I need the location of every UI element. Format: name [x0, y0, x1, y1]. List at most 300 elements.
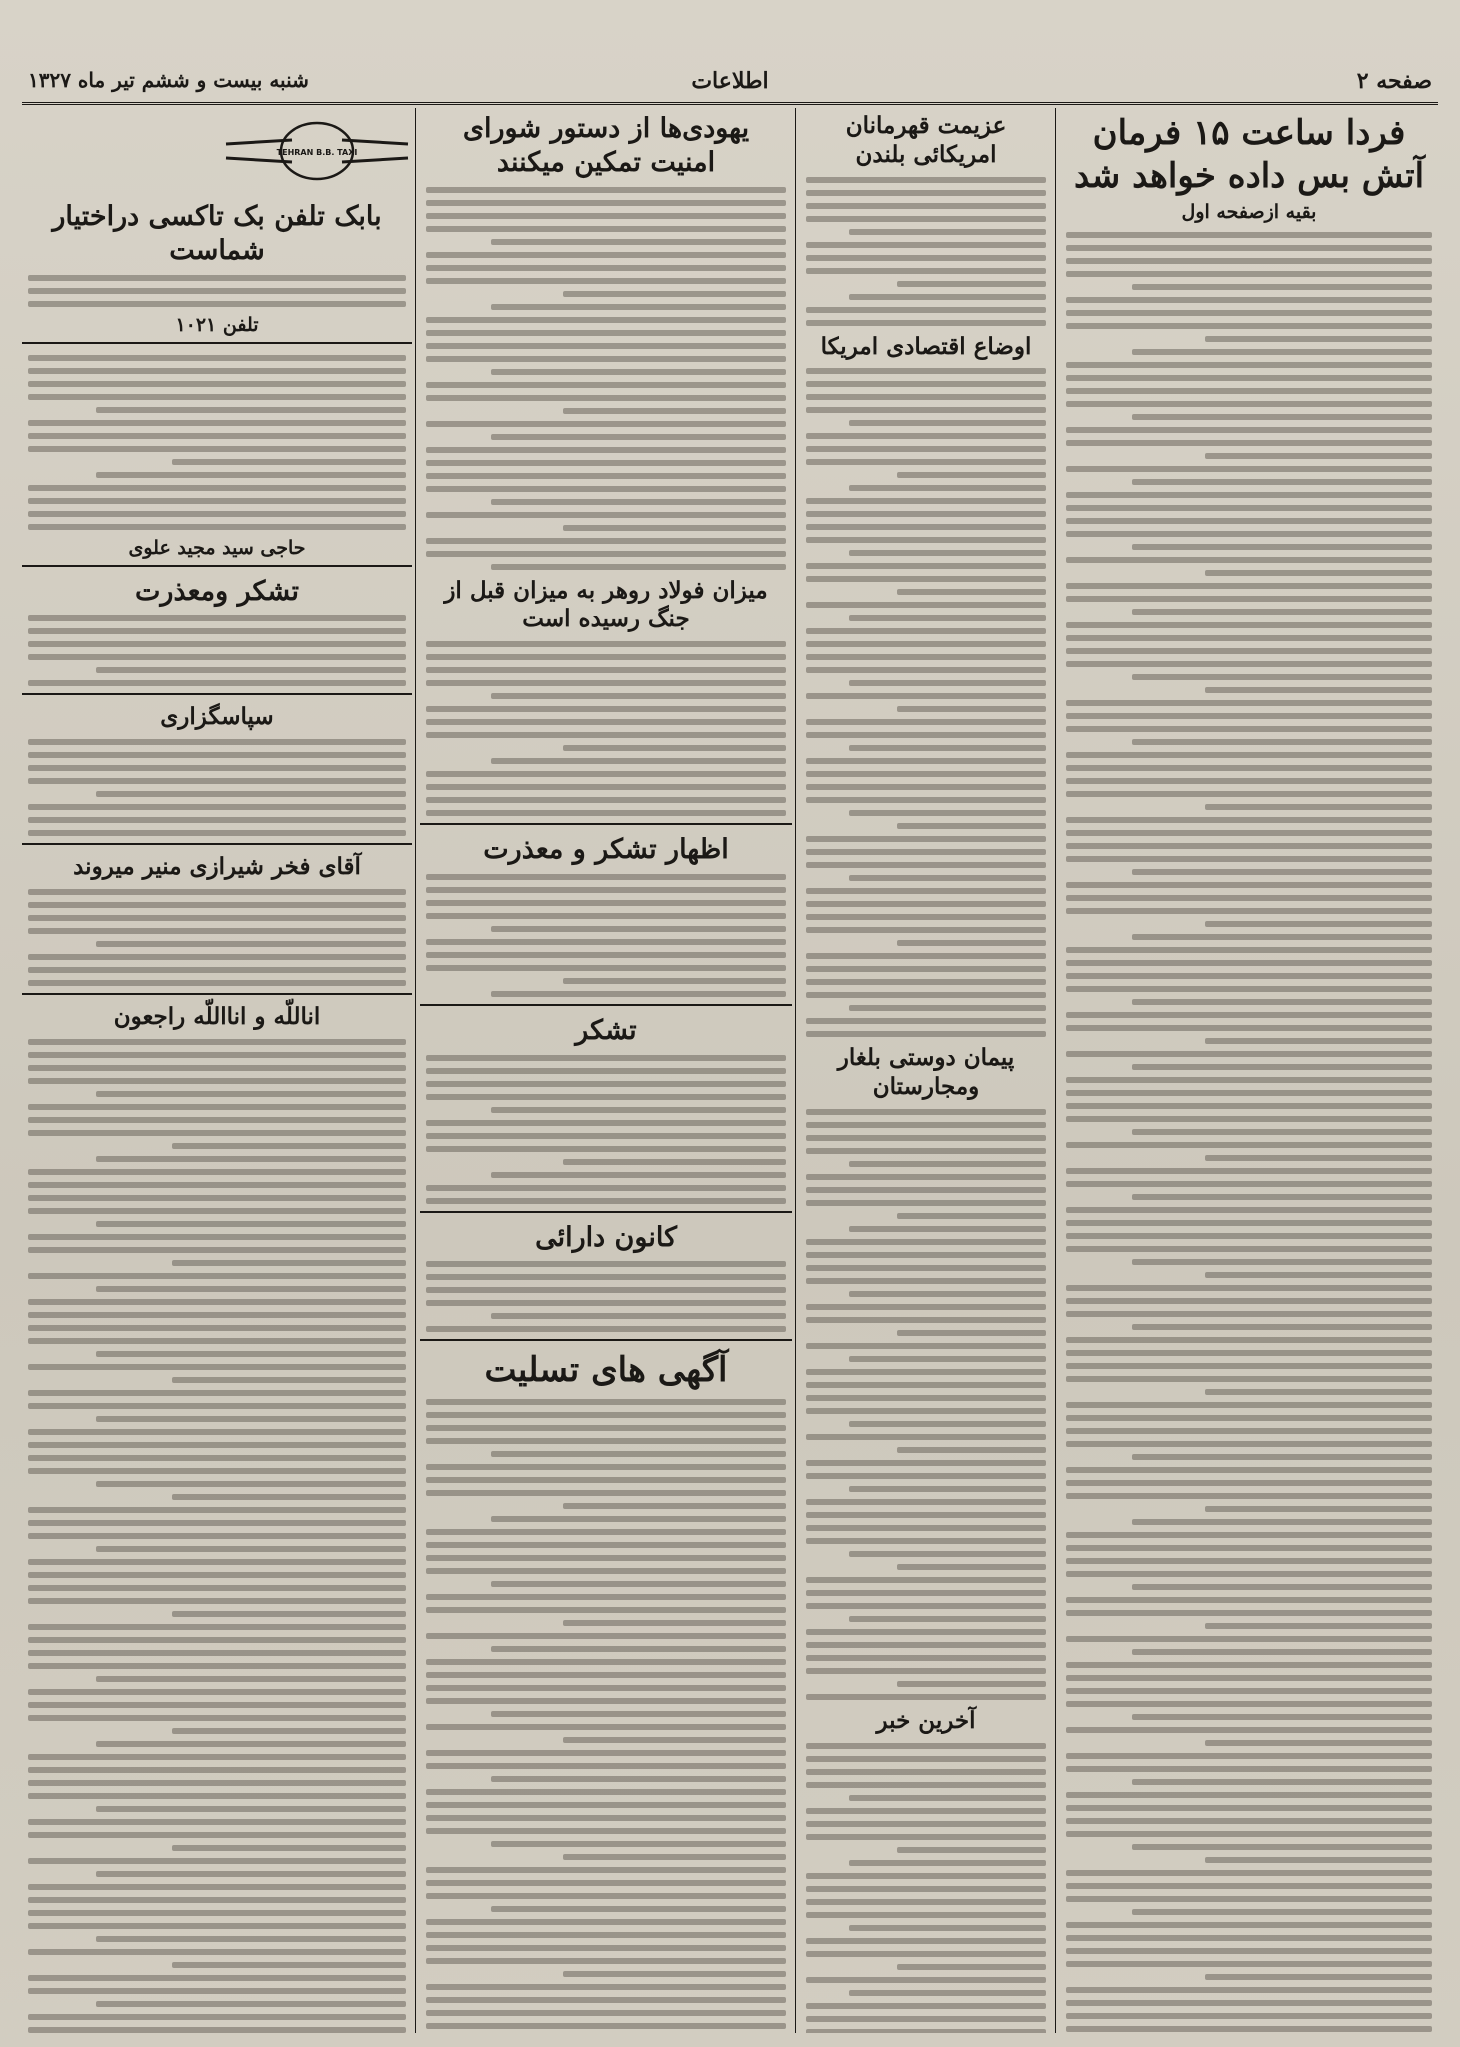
text-line-placeholder [491, 434, 786, 440]
text-line-placeholder [1066, 1792, 1432, 1798]
text-line-placeholder [1205, 1038, 1432, 1044]
text-line-placeholder [172, 1728, 406, 1734]
text-line-placeholder [1132, 1714, 1432, 1720]
text-line-placeholder [806, 2003, 1046, 2009]
text-line-placeholder [1066, 895, 1432, 901]
text-line-placeholder [806, 1499, 1046, 1505]
text-line-placeholder [563, 1854, 786, 1860]
text-line-placeholder [28, 511, 406, 517]
text-line-placeholder [28, 830, 406, 836]
text-line-placeholder [806, 1769, 1046, 1775]
ad-block [420, 823, 792, 997]
column-2 [800, 108, 1052, 2033]
text-line-placeholder [1132, 414, 1432, 420]
text-line-placeholder [806, 836, 1046, 842]
text-line-placeholder [1132, 869, 1432, 875]
ad-body [28, 739, 406, 836]
text-line-placeholder [1066, 1727, 1432, 1733]
text-line-placeholder [806, 1951, 1046, 1957]
article-body [426, 187, 786, 570]
text-line-placeholder [426, 1958, 786, 1964]
text-line-placeholder [28, 1858, 406, 1864]
text-line-placeholder [1066, 1181, 1432, 1187]
text-line-placeholder [491, 1581, 786, 1587]
text-line-placeholder [96, 667, 406, 673]
text-line-placeholder [172, 1494, 406, 1500]
ad-block [420, 1211, 792, 1333]
text-line-placeholder [849, 1005, 1046, 1011]
text-line-placeholder [96, 1676, 406, 1682]
text-line-placeholder [426, 1542, 786, 1548]
text-line-placeholder [1066, 1610, 1432, 1616]
text-line-placeholder [806, 255, 1046, 261]
text-line-placeholder [28, 1689, 406, 1695]
text-line-placeholder [806, 242, 1046, 248]
text-line-placeholder [426, 317, 786, 323]
text-line-placeholder [897, 940, 1046, 946]
text-line-placeholder [28, 1819, 406, 1825]
text-line-placeholder [806, 1382, 1046, 1388]
text-line-placeholder [426, 1529, 786, 1535]
text-line-placeholder [806, 1174, 1046, 1180]
text-line-placeholder [806, 524, 1046, 530]
text-line-placeholder [1066, 557, 1432, 563]
text-line-placeholder [1066, 245, 1432, 251]
text-line-placeholder [1066, 1233, 1432, 1239]
text-line-placeholder [1066, 1467, 1432, 1473]
text-line-placeholder [426, 1300, 786, 1306]
ad-body [28, 355, 406, 530]
text-line-placeholder [426, 473, 786, 479]
text-line-placeholder [849, 229, 1046, 235]
text-line-placeholder [563, 978, 786, 984]
text-line-placeholder [426, 1919, 786, 1925]
text-line-placeholder [806, 1031, 1046, 1037]
text-line-placeholder [28, 1715, 406, 1721]
text-line-placeholder [1066, 1246, 1432, 1252]
text-line-placeholder [426, 784, 786, 790]
text-line-placeholder [1066, 973, 1432, 979]
text-line-placeholder [28, 368, 406, 374]
text-line-placeholder [172, 1143, 406, 1149]
text-line-placeholder [426, 213, 786, 219]
text-line-placeholder [806, 1912, 1046, 1918]
text-line-placeholder [426, 706, 786, 712]
text-line-placeholder [806, 459, 1046, 465]
article-body [1066, 232, 1432, 2033]
text-line-placeholder [28, 1637, 406, 1643]
text-line-placeholder [806, 203, 1046, 209]
text-line-placeholder [1205, 1740, 1432, 1746]
ad-title: آقای فخر شیرازی منیر میروند [73, 853, 361, 880]
text-line-placeholder [1132, 1064, 1432, 1070]
text-line-placeholder [849, 485, 1046, 491]
text-line-placeholder [1066, 635, 1432, 641]
text-line-placeholder [563, 291, 786, 297]
text-line-placeholder [1205, 453, 1432, 459]
text-line-placeholder [28, 1923, 406, 1929]
text-line-placeholder [806, 1821, 1046, 1827]
logo-text: TEHRAN B.B. TAXI [276, 148, 358, 157]
text-line-placeholder [806, 498, 1046, 504]
text-line-placeholder [426, 538, 786, 544]
text-line-placeholder [1205, 1155, 1432, 1161]
text-line-placeholder [172, 1962, 406, 1968]
text-line-placeholder [897, 1447, 1046, 1453]
text-line-placeholder [806, 1200, 1046, 1206]
text-line-placeholder [1066, 1298, 1432, 1304]
text-line-placeholder [426, 1880, 786, 1886]
text-line-placeholder [1132, 1194, 1432, 1200]
text-line-placeholder [1132, 1519, 1432, 1525]
text-line-placeholder [1132, 1649, 1432, 1655]
text-line-placeholder [28, 1104, 406, 1110]
text-line-placeholder [96, 1936, 406, 1942]
text-line-placeholder [806, 1135, 1046, 1141]
text-line-placeholder [806, 2029, 1046, 2034]
text-line-placeholder [426, 1893, 786, 1899]
text-line-placeholder [426, 887, 786, 893]
text-line-placeholder [426, 1997, 786, 2003]
text-line-placeholder [806, 1642, 1046, 1648]
text-line-placeholder [28, 1910, 406, 1916]
ad-title: تشکر [575, 1014, 637, 1046]
text-line-placeholder [491, 991, 786, 997]
text-line-placeholder [1205, 1272, 1432, 1278]
text-line-placeholder [849, 1795, 1046, 1801]
text-line-placeholder [806, 914, 1046, 920]
text-line-placeholder [426, 810, 786, 816]
text-line-placeholder [1066, 1896, 1432, 1902]
text-line-placeholder [849, 745, 1046, 751]
text-line-placeholder [1205, 921, 1432, 927]
text-line-placeholder [806, 1834, 1046, 1840]
text-line-placeholder [1066, 1597, 1432, 1603]
text-line-placeholder [1066, 1662, 1432, 1668]
text-line-placeholder [1132, 1844, 1432, 1850]
text-line-placeholder [1066, 1701, 1432, 1707]
text-line-placeholder [28, 1468, 406, 1474]
text-line-placeholder [806, 654, 1046, 660]
text-line-placeholder [1066, 310, 1432, 316]
text-line-placeholder [806, 732, 1046, 738]
text-line-placeholder [806, 1782, 1046, 1788]
masthead [22, 62, 1438, 105]
text-line-placeholder [563, 1159, 786, 1165]
text-line-placeholder [1066, 817, 1432, 823]
text-line-placeholder [1066, 700, 1432, 706]
text-line-placeholder [96, 2001, 406, 2007]
text-line-placeholder [1066, 1636, 1432, 1642]
text-line-placeholder [806, 758, 1046, 764]
text-line-placeholder [28, 915, 406, 921]
text-line-placeholder [897, 589, 1046, 595]
text-line-placeholder [28, 1273, 406, 1279]
text-line-placeholder [28, 1234, 406, 1240]
text-line-placeholder [426, 1555, 786, 1561]
text-line-placeholder [1066, 1376, 1432, 1382]
text-line-placeholder [426, 680, 786, 686]
text-line-placeholder [426, 1802, 786, 1808]
text-line-placeholder [1066, 908, 1432, 914]
article-headline: میزان فولاد روهر به میزان قبل از جنگ رسیده است [444, 576, 768, 633]
text-line-placeholder [1066, 1571, 1432, 1577]
text-line-placeholder [28, 752, 406, 758]
text-line-placeholder [491, 1313, 786, 1319]
text-line-placeholder [1066, 791, 1432, 797]
text-line-placeholder [426, 200, 786, 206]
text-line-placeholder [28, 1663, 406, 1669]
ad-block [22, 993, 412, 2033]
text-line-placeholder [1066, 1116, 1432, 1122]
text-line-placeholder [1066, 1493, 1432, 1499]
text-line-placeholder [1066, 1441, 1432, 1447]
text-line-placeholder [172, 1611, 406, 1617]
text-line-placeholder [426, 1594, 786, 1600]
text-line-placeholder [806, 433, 1046, 439]
text-line-placeholder [806, 1473, 1046, 1479]
text-line-placeholder [491, 1107, 786, 1113]
text-line-placeholder [28, 1975, 406, 1981]
text-line-placeholder [1066, 1961, 1432, 1967]
text-line-placeholder [849, 810, 1046, 816]
article-headline: آخرین خبر [876, 1706, 976, 1734]
text-line-placeholder [28, 1403, 406, 1409]
text-line-placeholder [28, 498, 406, 504]
text-line-placeholder [491, 1646, 786, 1652]
text-line-placeholder [96, 1156, 406, 1162]
text-line-placeholder [806, 667, 1046, 673]
text-line-placeholder [426, 1815, 786, 1821]
text-line-placeholder [426, 913, 786, 919]
text-line-placeholder [806, 1408, 1046, 1414]
text-line-placeholder [426, 330, 786, 336]
text-line-placeholder [426, 1698, 786, 1704]
text-line-placeholder [1132, 674, 1432, 680]
text-line-placeholder [28, 275, 406, 281]
text-line-placeholder [96, 1286, 406, 1292]
text-line-placeholder [28, 1052, 406, 1058]
text-line-placeholder [806, 888, 1046, 894]
text-line-placeholder [806, 771, 1046, 777]
text-line-placeholder [426, 1607, 786, 1613]
text-line-placeholder [1132, 1259, 1432, 1265]
text-line-placeholder [849, 550, 1046, 556]
column-4 [22, 108, 412, 2033]
text-line-placeholder [491, 1906, 786, 1912]
text-line-placeholder [1132, 1454, 1432, 1460]
text-line-placeholder [96, 1221, 406, 1227]
text-line-placeholder [806, 446, 1046, 452]
text-line-placeholder [806, 1668, 1046, 1674]
text-line-placeholder [28, 739, 406, 745]
text-line-placeholder [806, 1252, 1046, 1258]
text-line-placeholder [426, 265, 786, 271]
text-line-placeholder [1066, 830, 1432, 836]
text-line-placeholder [426, 1120, 786, 1126]
text-line-placeholder [1066, 648, 1432, 654]
text-line-placeholder [849, 294, 1046, 300]
ad-block [22, 693, 412, 836]
text-line-placeholder [96, 1806, 406, 1812]
text-line-placeholder [806, 576, 1046, 582]
text-line-placeholder [806, 979, 1046, 985]
text-line-placeholder [426, 187, 786, 193]
text-line-placeholder [1066, 362, 1432, 368]
text-line-placeholder [96, 1546, 406, 1552]
text-line-placeholder [1066, 531, 1432, 537]
text-line-placeholder [426, 252, 786, 258]
text-line-placeholder [426, 965, 786, 971]
text-line-placeholder [28, 485, 406, 491]
article-body [806, 1109, 1046, 1700]
article-body [426, 641, 786, 816]
text-line-placeholder [806, 966, 1046, 972]
text-line-placeholder [172, 1377, 406, 1383]
text-line-placeholder [96, 1416, 406, 1422]
text-line-placeholder [28, 628, 406, 634]
text-line-placeholder [1066, 2000, 1432, 2006]
taxi-logo [222, 114, 412, 188]
text-line-placeholder [28, 1455, 406, 1461]
text-line-placeholder [563, 525, 786, 531]
text-line-placeholder [1066, 1220, 1432, 1226]
text-line-placeholder [806, 1590, 1046, 1596]
text-line-placeholder [1066, 622, 1432, 628]
text-line-placeholder [28, 1572, 406, 1578]
text-line-placeholder [426, 1867, 786, 1873]
text-line-placeholder [491, 1841, 786, 1847]
text-line-placeholder [28, 1299, 406, 1305]
text-line-placeholder [806, 641, 1046, 647]
text-line-placeholder [426, 939, 786, 945]
text-line-placeholder [806, 992, 1046, 998]
text-line-placeholder [1066, 323, 1432, 329]
text-line-placeholder [1066, 986, 1432, 992]
text-line-placeholder [28, 1988, 406, 1994]
text-line-placeholder [28, 1039, 406, 1045]
text-line-placeholder [426, 1094, 786, 1100]
text-line-placeholder [1066, 778, 1432, 784]
text-line-placeholder [849, 1925, 1046, 1931]
text-line-placeholder [1066, 1363, 1432, 1369]
text-line-placeholder [426, 1399, 786, 1405]
text-line-placeholder [1066, 427, 1432, 433]
text-line-placeholder [28, 2027, 406, 2033]
text-line-placeholder [1066, 2026, 1432, 2032]
ad-signature: حاجی سید مجید علوی [128, 536, 306, 559]
text-line-placeholder [426, 1763, 786, 1769]
text-line-placeholder [1066, 505, 1432, 511]
text-line-placeholder [1066, 466, 1432, 472]
text-line-placeholder [426, 1659, 786, 1665]
text-line-placeholder [806, 1278, 1046, 1284]
ad-title: کانون دارائی [535, 1221, 677, 1253]
text-line-placeholder [1132, 284, 1432, 290]
text-line-placeholder [1066, 596, 1432, 602]
text-line-placeholder [806, 177, 1046, 183]
text-line-placeholder [28, 1897, 406, 1903]
text-line-placeholder [28, 2014, 406, 2020]
text-line-placeholder [1132, 1324, 1432, 1330]
text-line-placeholder [1066, 1922, 1432, 1928]
text-line-placeholder [806, 268, 1046, 274]
article-body [806, 1743, 1046, 2034]
text-line-placeholder [806, 1899, 1046, 1905]
text-line-placeholder [426, 900, 786, 906]
article-headline: اوضاع اقتصادی امریکا [820, 332, 1032, 360]
text-line-placeholder [28, 817, 406, 823]
text-line-placeholder [1205, 1389, 1432, 1395]
text-line-placeholder [849, 1486, 1046, 1492]
text-line-placeholder [28, 381, 406, 387]
text-line-placeholder [426, 486, 786, 492]
text-line-placeholder [806, 1694, 1046, 1700]
text-line-placeholder [806, 1122, 1046, 1128]
text-line-placeholder [96, 941, 406, 947]
text-line-placeholder [1066, 518, 1432, 524]
text-line-placeholder [96, 1091, 406, 1097]
ad-block [22, 565, 412, 687]
text-line-placeholder [849, 1291, 1046, 1297]
text-line-placeholder [1066, 232, 1432, 238]
text-line-placeholder [1132, 349, 1432, 355]
text-line-placeholder [806, 1109, 1046, 1115]
text-line-placeholder [491, 304, 786, 310]
text-line-placeholder [426, 395, 786, 401]
text-line-placeholder [491, 499, 786, 505]
text-line-placeholder [1066, 661, 1432, 667]
text-line-placeholder [426, 1326, 786, 1332]
ad-title: تشکر ومعذرت [135, 575, 299, 607]
ad-body [28, 615, 406, 686]
text-line-placeholder [426, 1633, 786, 1639]
text-line-placeholder [28, 1702, 406, 1708]
text-line-placeholder [806, 190, 1046, 196]
article-body [806, 177, 1046, 326]
text-line-placeholder [28, 1390, 406, 1396]
text-line-placeholder [28, 1754, 406, 1760]
text-line-placeholder [806, 307, 1046, 313]
text-line-placeholder [1132, 609, 1432, 615]
text-line-placeholder [806, 628, 1046, 634]
text-line-placeholder [28, 1208, 406, 1214]
text-line-placeholder [426, 356, 786, 362]
text-line-placeholder [28, 1949, 406, 1955]
text-line-placeholder [806, 1577, 1046, 1583]
text-line-placeholder [491, 1172, 786, 1178]
text-line-placeholder [172, 459, 406, 465]
text-line-placeholder [1132, 999, 1432, 1005]
text-line-placeholder [1066, 1883, 1432, 1889]
text-line-placeholder [1066, 1480, 1432, 1486]
text-line-placeholder [849, 1421, 1046, 1427]
text-line-placeholder [96, 407, 406, 413]
text-line-placeholder [1066, 297, 1432, 303]
text-line-placeholder [426, 278, 786, 284]
text-line-placeholder [426, 1477, 786, 1483]
text-line-placeholder [426, 1828, 786, 1834]
text-line-placeholder [491, 239, 786, 245]
text-line-placeholder [897, 1564, 1046, 1570]
text-line-placeholder [426, 226, 786, 232]
text-line-placeholder [1066, 947, 1432, 953]
text-line-placeholder [28, 420, 406, 426]
text-line-placeholder [563, 1737, 786, 1743]
text-line-placeholder [1066, 388, 1432, 394]
text-line-placeholder [28, 980, 406, 986]
text-line-placeholder [897, 823, 1046, 829]
